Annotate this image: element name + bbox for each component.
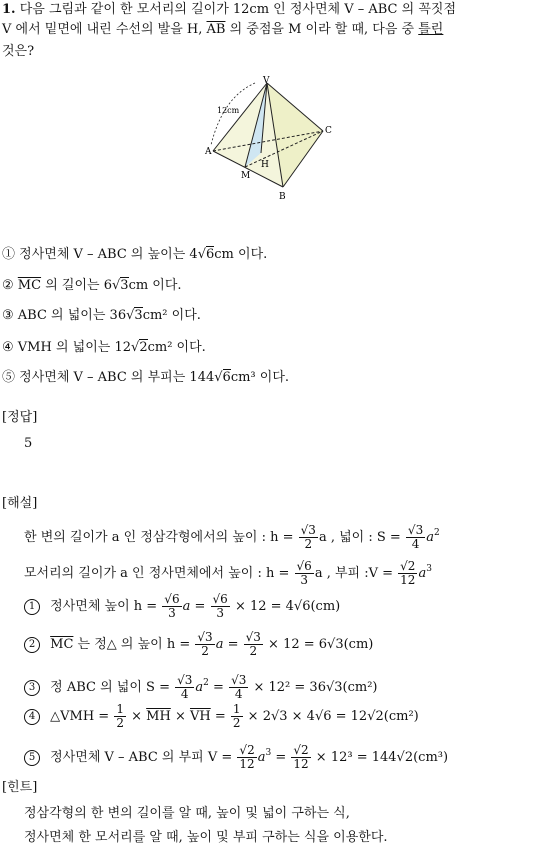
- choice-1-mark: ①: [2, 247, 16, 262]
- choice-2-mark: ②: [2, 278, 14, 293]
- step-1-result: × 12 = 4√6(cm): [234, 599, 341, 614]
- segment-mc: $\overline{MC}$: [17, 278, 42, 293]
- choice-5-radicand: 6: [222, 370, 231, 385]
- choice-4-text: VMH 의 넓이는 12: [17, 340, 132, 355]
- step-4-mark: 4: [24, 709, 40, 725]
- choice-4-text-post: cm² 이다.: [147, 340, 206, 355]
- choice-1-text-post: cm 이다.: [214, 247, 268, 262]
- explanation-step-5: 5 정사면체 V – ABC 의 부피 V = $\frac{√2}{12}$ $a^3$ = $\frac{√2}{12}$ × 12³ = 144√2(cm³): [24, 736, 448, 775]
- expl-l2-mid: a , 부피 :V =: [314, 566, 394, 581]
- label-length: 12cm: [217, 106, 240, 115]
- explanation-step-1: 1 정사면체 높이 h = $\frac{√6}{3}$ a = $\frac{√6}{3}$ × 12 = 4√6(cm): [24, 590, 340, 624]
- hint-label: [힌트]: [2, 780, 38, 795]
- expl-l1-mid: a , 넓이 : S =: [318, 530, 401, 545]
- explanation-step-2: 2 $\overline{MC}$ 는 정△ 의 높이 h = $\frac{√3}{2}$ a = $\frac{√3}{2}$ × 12 = 6√3(cm): [24, 628, 373, 662]
- choice-1-radicand: 6: [206, 247, 215, 262]
- choice-3-mark: ③: [2, 308, 14, 323]
- question-line-1: [2, 0, 456, 20]
- step-4-text: △VMH =: [50, 709, 110, 724]
- choice-5-text: 정사면체 V – ABC 의 부피는 144: [19, 370, 215, 385]
- step-1-text: 정사면체 높이 h =: [50, 599, 158, 614]
- answer-value: 5: [24, 436, 33, 451]
- step-2-text: 는 정△ 의 높이 h =: [77, 637, 191, 652]
- fraction-sqrt3-over-2: $\frac{√3}{2}$: [300, 523, 316, 551]
- expl-l2-pre: 모서리의 길이가 a 인 정사면체에서 높이 : h =: [24, 566, 290, 581]
- tetrahedron-figure: [195, 75, 340, 205]
- choice-3-radicand: 3: [134, 308, 143, 323]
- choice-4[interactable]: ④ VMH 의 넓이는 12√2cm² 이다.: [2, 340, 206, 355]
- label-b: B: [279, 192, 286, 202]
- choice-5[interactable]: ⑤ 정사면체 V – ABC 의 부피는 144√6cm³ 이다.: [2, 370, 290, 385]
- answer-label: [정답]: [2, 410, 38, 425]
- question-line-3: 것은?: [2, 44, 35, 59]
- step-2-segment-mc: $\overline{MC}$: [50, 637, 74, 652]
- step-2-mark: 2: [24, 637, 40, 653]
- choice-4-mark: ④: [2, 340, 14, 355]
- choice-3[interactable]: ③ ABC 의 넓이는 36√3cm² 이다.: [2, 308, 201, 323]
- step-3-result: × 12² = 36√3(cm²): [253, 680, 378, 695]
- label-h: H: [261, 160, 269, 170]
- step-1-mark: 1: [24, 599, 40, 615]
- choice-4-radicand: 2: [139, 340, 148, 355]
- choice-2-radicand: 3: [120, 278, 129, 293]
- explanation-line-2: 모서리의 길이가 a 인 정사면체에서 높이 : h = $\frac{√6}{3}$ a , 부피 :V = $\frac{√2}{12}$ $a^3$: [24, 559, 432, 587]
- step-5-result: × 12³ = 144√2(cm³): [315, 750, 449, 765]
- step-5-mark: 5: [24, 750, 40, 766]
- expl-l1-pre: 한 변의 길이가 a 인 정삼각형에서의 높이 : h =: [24, 530, 294, 545]
- choice-1-text: 정사면체 V – ABC 의 높이는 4: [19, 247, 198, 262]
- choice-5-mark: ⑤: [2, 370, 16, 385]
- explanation-label: [해설]: [2, 496, 38, 511]
- label-v: V: [263, 76, 270, 86]
- label-a: A: [205, 147, 212, 157]
- hint-line-1: 정삼각형의 한 변의 길이를 알 때, 높이 및 넓이 구하는 식,: [24, 806, 350, 821]
- wrong-word: 틀린: [418, 22, 444, 37]
- question-text-2a: V 에서 밑면에 내린 수선의 발을 H,: [2, 22, 203, 37]
- choice-2-text-post: cm 이다.: [128, 278, 182, 293]
- choice-3-text: ABC 의 넓이는 36: [17, 308, 127, 323]
- explanation-step-3: 3 정 ABC 의 넓이 S = $\frac{√3}{4}$ $a^2$ = $\frac{√3}{4}$ × 12² = 36√3(cm²): [24, 666, 377, 705]
- step-3-text: 정 ABC 의 넓이 S =: [50, 680, 170, 695]
- fraction-sqrt3-over-4: $\frac{√3}{4}$: [407, 523, 424, 551]
- label-c: C: [325, 126, 332, 136]
- label-m: M: [241, 171, 251, 181]
- question-text-2b: 의 중점을 M 이라 할 때, 다음 중: [229, 22, 415, 37]
- choice-2[interactable]: ② $\overline{MC}$ 의 길이는 6√3cm 이다.: [2, 278, 182, 293]
- fraction-sqrt6-over-3: $\frac{√6}{3}$: [296, 559, 312, 587]
- step-5-text: 정사면체 V – ABC 의 부피 V =: [50, 750, 233, 765]
- question-line-2: [2, 20, 443, 40]
- fraction-sqrt2-over-12: $\frac{√2}{12}$: [400, 559, 416, 587]
- segment-ab: $\overline{AB}$: [206, 22, 226, 37]
- explanation-step-4: 4 △VMH = $\frac{1}{2}$ × $\overline{MH} \times \overline{VH}$ = $\frac{1}{2}$ × 2√3 × 4√6 = 12√2(cm²): [24, 700, 419, 734]
- question-number: 1.: [2, 2, 16, 17]
- hint-line-2: 정사면체 한 모서리를 알 때, 높이 및 부피 구하는 식을 이용한다.: [24, 830, 388, 845]
- step-4-result: × 2√3 × 4√6 = 12√2(cm²): [247, 709, 419, 724]
- step-3-mark: 3: [24, 680, 40, 696]
- question-text-1: 다음 그림과 같이 한 모서리의 길이가 12cm 인 정사면체 V – ABC 의 꼭짓점: [19, 2, 456, 17]
- choice-3-text-post: cm² 이다.: [142, 308, 201, 323]
- choice-2-text: 의 길이는 6: [45, 278, 112, 293]
- step-2-result: × 12 = 6√3(cm): [268, 637, 374, 652]
- choice-5-text-post: cm³ 이다.: [230, 370, 290, 385]
- choice-1[interactable]: ① 정사면체 V – ABC 의 높이는 4√6cm 이다.: [2, 247, 268, 262]
- explanation-line-1: 한 변의 길이가 a 인 정삼각형에서의 높이 : h = $\frac{√3}{2}$ a , 넓이 : S = $\frac{√3}{4}$ $a^2$: [24, 523, 440, 551]
